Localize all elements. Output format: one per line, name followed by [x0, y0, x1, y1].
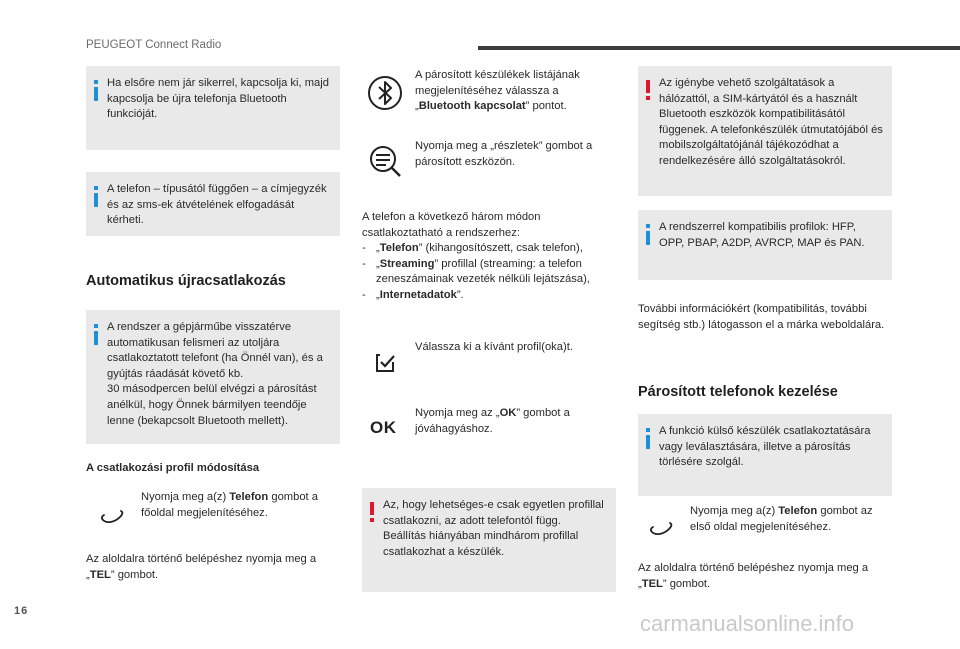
- step-text: ” pontot.: [525, 100, 567, 113]
- warning-text: [383, 498, 608, 560]
- step-text: ” gombot a jóváhagyáshoz.: [415, 407, 570, 435]
- info-icon: [94, 324, 98, 328]
- header-bar: [478, 46, 960, 50]
- ok-icon: OK: [370, 418, 397, 437]
- step-bold: Telefon: [778, 505, 818, 517]
- info-text: [107, 320, 332, 429]
- watermark: carmanualsonline.info: [640, 611, 855, 636]
- para-bold: TEL: [89, 568, 111, 581]
- para-bold: TEL: [641, 577, 663, 590]
- step-details: Nyomja meg a „részletek” gombot a párosított eszközön.: [415, 140, 593, 168]
- profile-text: „: [376, 242, 380, 255]
- step-ok: [415, 406, 615, 437]
- para-text: ” gombot.: [662, 577, 711, 590]
- step-phone-button: [141, 490, 341, 521]
- step-text: Nyomja meg az „: [415, 407, 500, 419]
- warning-icon: [370, 502, 374, 515]
- profile-text: ” (kihangosítószett, csak telefon),: [418, 242, 583, 255]
- profile-text: ”.: [456, 288, 464, 301]
- step-bold: OK: [499, 407, 517, 419]
- info-box-profiles: [638, 210, 892, 280]
- profile-bold: Internetadatok: [379, 288, 457, 301]
- subheading-profile: A csatlakozási profil módosítása: [86, 462, 260, 474]
- profile-bold: Telefon: [379, 242, 419, 255]
- bluetooth-icon: [366, 74, 404, 112]
- warning-icon-dot: [370, 518, 374, 522]
- para-text: Az aloldalra történő belépéshez nyomja meg a „: [638, 562, 869, 590]
- profiles-intro: A telefon a következő három módon csatlakoztatható a rendszerhez:: [362, 211, 541, 239]
- step-text: gombot az első oldal megjelenítéséhez.: [690, 505, 873, 533]
- warning-icon-dot: [646, 96, 650, 100]
- step-text: A párosított készülékek listájának megjelenítéséhez válassza a „: [415, 69, 580, 113]
- phone-handset-icon: [648, 512, 674, 538]
- profiles-block: [362, 210, 618, 304]
- warning-line: Beállítás hiányában mindhárom profillal csatlakozhat a készülék.: [383, 530, 579, 558]
- step-phone-button-2: [690, 504, 892, 535]
- info-box-bluetooth-retry: [86, 66, 340, 150]
- info-icon: [646, 224, 650, 228]
- profile-text: „: [376, 288, 380, 301]
- info-box-manage: [638, 414, 892, 496]
- profile-item: [362, 257, 618, 288]
- step-text: Nyomja meg a(z): [141, 491, 230, 503]
- step-bold: Bluetooth kapcsolat: [418, 100, 526, 113]
- warning-box-services: [638, 66, 892, 196]
- info-line: 30 másodpercen belül elvégzi a párosítást anélkül, hogy Önnek bármilyen teendője lenne (bekapcsolt Bluetooth mellett).: [107, 383, 317, 427]
- page-number: 16: [14, 605, 29, 617]
- warning-text: Az igénybe vehető szolgáltatások a hálózattól, a SIM-kártyától és a használt Bluetooth eszközök kompatibilitásától függenek. A telefonkészülék útmutatójából és mobilszolgáltatójánál tájékozódhat a rendelkezésére álló szolgáltatásokról.: [659, 77, 883, 167]
- info-icon-bar: [646, 435, 650, 449]
- info-icon-bar: [94, 331, 98, 345]
- info-box-auto-reconnect: [86, 310, 340, 444]
- info-line: A rendszer a gépjárműbe visszatérve automatikusan felismeri az utoljára csatlakoztatott telefont (ha Önnél van), és a gyújtás ráadását követő kb.: [107, 321, 323, 380]
- info-text: A rendszerrel kompatibilis profilok: HFP, OPP, PBAP, A2DP, AVRCP, MAP és PAN.: [659, 221, 865, 249]
- profile-bold: Streaming: [379, 257, 435, 270]
- profile-item: [362, 241, 618, 257]
- info-icon: [646, 428, 650, 432]
- warning-box-profiles: [362, 488, 616, 592]
- para-tel: [86, 552, 342, 583]
- profile-text: ” profillal (streaming: a telefon zeneszámainak vezeték nélküli lejátszása),: [376, 257, 590, 286]
- step-bold: Telefon: [229, 491, 269, 503]
- para-tel-2: [638, 561, 894, 592]
- step-text: gombot a főoldal megjelenítéséhez.: [141, 491, 318, 519]
- header-title: PEUGEOT Connect Radio: [86, 39, 222, 51]
- info-icon-bar: [94, 87, 98, 101]
- info-text: A telefon – típusától függően – a címjegyzék és az sms-ek átvételének elfogadását kérheti.: [107, 183, 327, 227]
- phone-handset-icon: [99, 500, 125, 526]
- para-text: ” gombot.: [110, 568, 159, 581]
- details-icon: [366, 142, 406, 182]
- section-title-auto-reconnect: Automatikus újracsatlakozás: [86, 273, 286, 289]
- section-title-paired-phones: Párosított telefonok kezelése: [638, 384, 838, 400]
- step-text: Nyomja meg a(z): [690, 505, 779, 517]
- info-icon-bar: [94, 193, 98, 207]
- step-bluetooth: [415, 68, 615, 115]
- info-icon: [94, 186, 98, 190]
- para-text: Az aloldalra történő belépéshez nyomja meg a „: [86, 553, 317, 581]
- warning-line: Az, hogy lehetséges-e csak egyetlen profillal csatlakozni, az adott telefontól függ.: [383, 499, 604, 527]
- checkbox-icon: [374, 352, 396, 374]
- profile-text: „: [376, 257, 380, 270]
- info-box-contacts: [86, 172, 340, 236]
- info-icon: [94, 80, 98, 84]
- warning-icon: [646, 80, 650, 93]
- step-select-profile: Válassza ki a kívánt profil(oka)t.: [415, 341, 573, 353]
- para-more-info: További információkért (kompatibilitás, további segítség stb.) látogasson el a márka weboldalára.: [638, 303, 885, 331]
- profile-item: [362, 288, 618, 304]
- info-icon-bar: [646, 231, 650, 245]
- info-text: A funkció külső készülék csatlakoztatására vagy leválasztására, illetve a párosítás törlésére szolgál.: [659, 425, 871, 469]
- profiles-list: [362, 241, 618, 303]
- info-text: Ha elsőre nem jár sikerrel, kapcsolja ki, majd kapcsolja be újra telefonja Bluetooth funkcióját.: [107, 77, 329, 121]
